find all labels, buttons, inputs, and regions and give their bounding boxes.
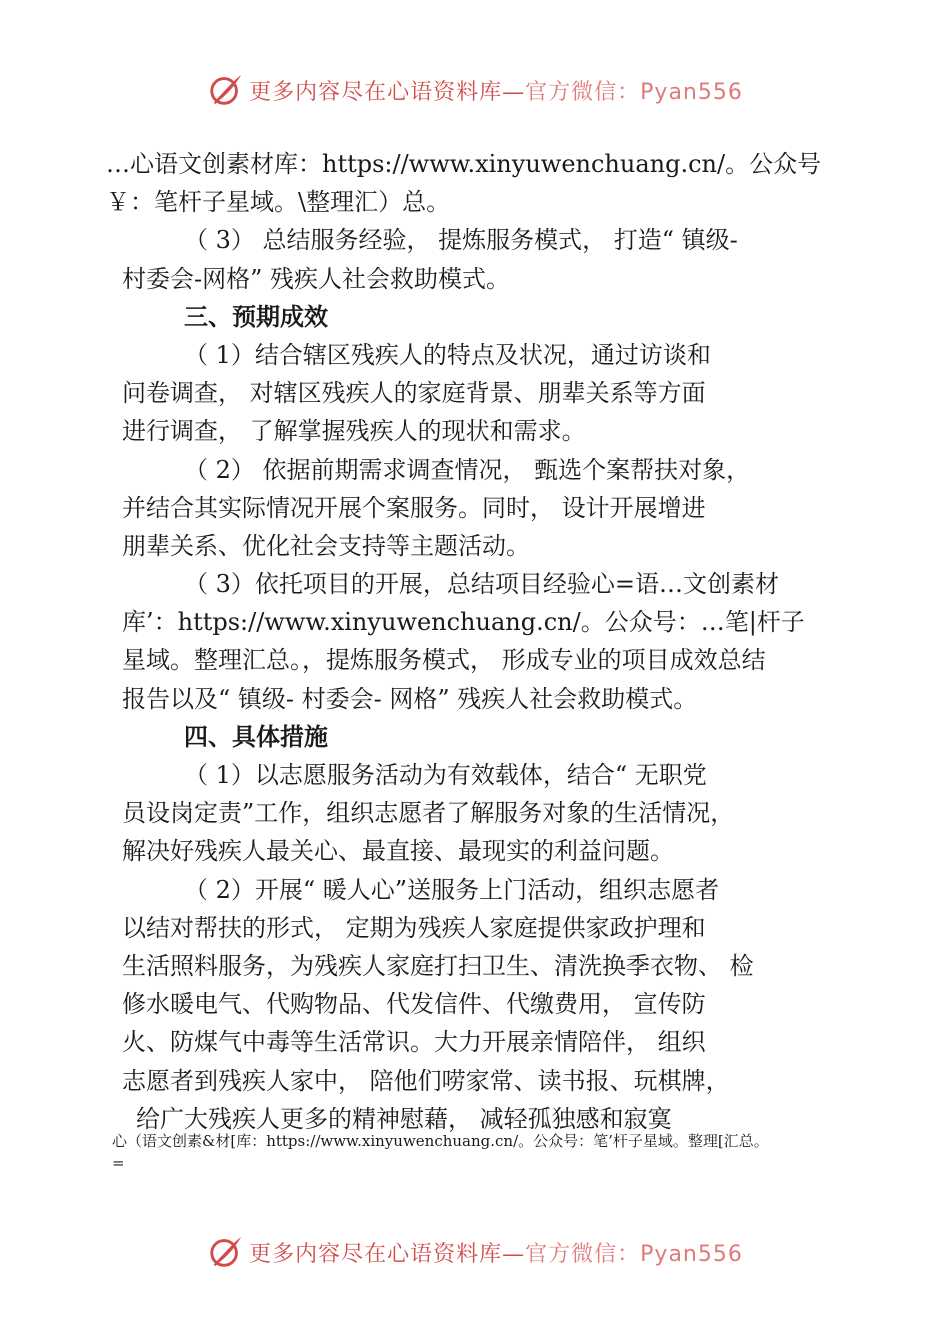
body-text-line: …心语文创素材库：https://www.xinyuwenchuang.cn/。公众号	[106, 150, 822, 178]
footnote-line: =	[112, 1154, 125, 1172]
section-heading: 三、预期成效	[184, 302, 328, 331]
body-text-line: 星域。整理汇总。，提炼服务模式， 形成专业的项目成效总结	[122, 646, 766, 675]
section-heading: 四、具体措施	[184, 722, 328, 751]
footnote	[112, 1130, 769, 1174]
body-text-line: 解决好残疾人最关心、最直接、最现实的利益问题。	[122, 837, 674, 866]
feather-quill-logo-icon	[207, 1233, 245, 1271]
body-text-line: 以结对帮扶的形式， 定期为残疾人家庭提供家政护理和	[122, 913, 706, 942]
header-wechat-id: 官方微信：Pyan556	[525, 79, 743, 105]
header-banner	[0, 66, 950, 114]
header-banner-text: 更多内容尽在心语资料库—官方微信：Pyan556	[249, 79, 743, 105]
footer-wechat-id: 官方微信：Pyan556	[525, 1241, 743, 1267]
body-text-line: 朋辈关系、优化社会支持等主题活动。	[122, 531, 530, 560]
document-body	[106, 145, 838, 1138]
body-text-line: 问卷调查， 对辖区残疾人的家庭背景、朋辈关系等方面	[122, 379, 706, 408]
body-text-line: （ 3） 总结服务经验， 提炼服务模式， 打造“ 镇级-	[184, 226, 738, 255]
body-text-line: 员设岗定责”工作，组织志愿者了解服务对象的生活情况，	[122, 799, 735, 828]
body-text-line: 村委会-网格” 残疾人社会救助模式。	[122, 264, 511, 293]
body-text-line: （ 2）开展“ 暖人心”送服务上门活动，组织志愿者	[184, 875, 720, 904]
feather-quill-logo-icon	[207, 71, 245, 109]
body-text-line: 生活照料服务，为残疾人家庭打扫卫生、清洗换季衣物、 检	[122, 951, 754, 980]
body-text-line: 火、防煤气中毒等生活常识。大力开展亲情陪伴， 组织	[122, 1028, 706, 1057]
body-text-line: （ 3）依托项目的开展，总结项目经验心=语…文创素材	[184, 570, 780, 599]
footer-banner	[0, 1228, 950, 1276]
body-text-line: 报告以及“ 镇级- 村委会- 网格” 残疾人社会救助模式。	[122, 684, 698, 713]
body-text-line: ￥：笔杆子星域。\整理汇）总。	[106, 188, 451, 217]
body-text-line: 志愿者到残疾人家中， 陪他们唠家常、读书报、玩棋牌，	[122, 1066, 730, 1095]
footer-banner-text: 更多内容尽在心语资料库—官方微信：Pyan556	[249, 1241, 743, 1267]
body-text-line: 库’：https://www.xinyuwenchuang.cn/。公众号：…笔|杆子	[122, 608, 805, 637]
footnote-line: 心（语文创素&材[库：https://www.xinyuwenchuang.cn/。公众号：笔’杆子星域。整理[汇总。	[112, 1132, 769, 1150]
body-text-line: 给广大残疾人更多的精神慰藉， 减轻孤独感和寂寞	[136, 1104, 672, 1133]
body-text-line: （ 1）以志愿服务活动为有效载体，结合“ 无职党	[184, 761, 707, 789]
body-text-line: 修水暖电气、代购物品、代发信件、代缴费用， 宣传防	[122, 990, 706, 1019]
body-text-line: 并结合其实际情况开展个案服务。同时， 设计开展增进	[122, 493, 706, 522]
body-text-line: 进行调查， 了解掌握残疾人的现状和需求。	[122, 417, 586, 446]
body-text-line: （ 2） 依据前期需求调查情况， 甄选个案帮扶对象，	[184, 455, 751, 484]
body-text-line: （ 1）结合辖区残疾人的特点及状况，通过访谈和	[184, 340, 711, 369]
